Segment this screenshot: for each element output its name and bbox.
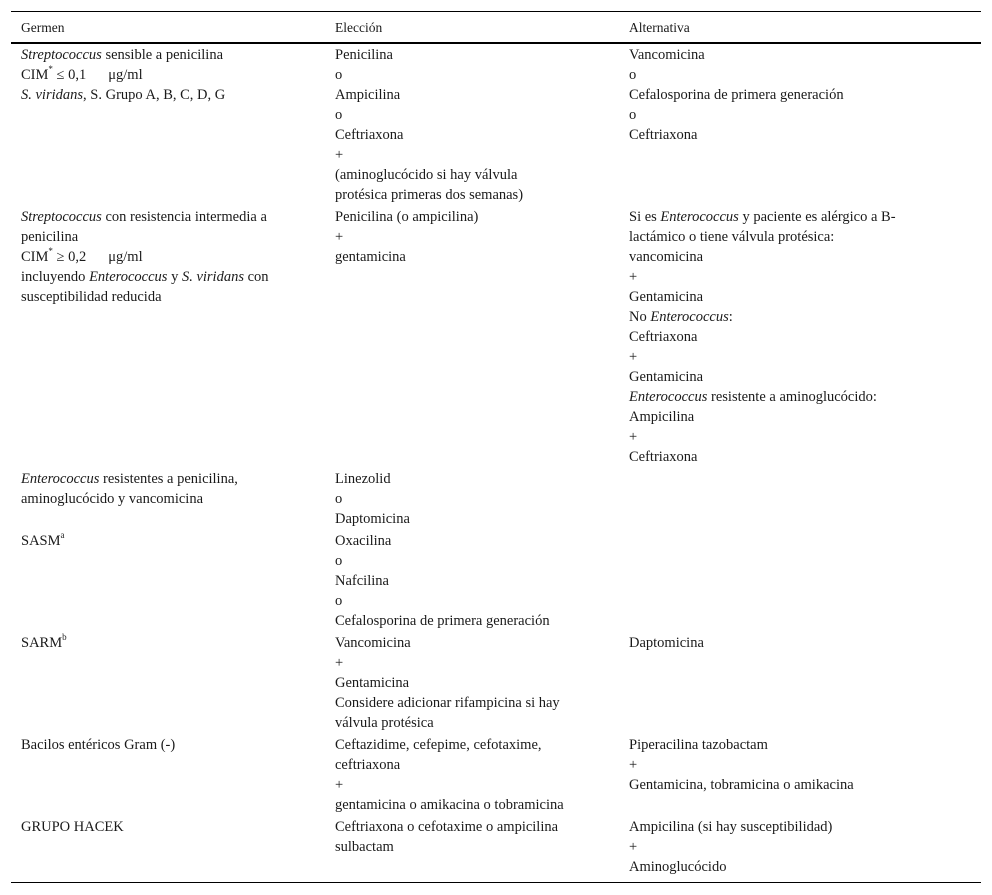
cell-germen: GRUPO HACEK <box>21 819 124 835</box>
table-top-rule <box>11 11 981 12</box>
cell-germen: SARM$^b$ <box>21 632 67 651</box>
header-germen: Germen <box>21 20 65 35</box>
cell-alternativa: Ampicilina (si hay susceptibilidad) + Aminoglucócido <box>629 819 833 875</box>
cell-eleccion: Linezolid o Daptomicina <box>335 471 410 527</box>
header-alternativa: Alternativa <box>629 20 690 35</box>
cell-eleccion: Ceftazidime, cefepime, cefotaxime, ceftriaxona + gentamicina o amikacina o tobramicina <box>335 737 564 813</box>
cell-eleccion: Oxacilina o Nafcilina o Cefalosporina de primera generación <box>335 533 550 629</box>
cell-germen: Enterococcus resistentes a penicilina, aminoglucócido y vancomicina <box>21 471 238 507</box>
cell-germen: Streptococcus con resistencia intermedia a penicilina CIM* ≥ 0,2 μg/ml incluyendo Enterococcus y S. viridans con susceptibilidad reducida <box>21 209 269 305</box>
cell-germen: Streptococcus sensible a penicilina CIM* ≤ 0,1 μg/ml S. viridans, S. Grupo A, B, C, D, G <box>21 47 226 103</box>
cell-alternativa: Daptomicina <box>629 635 704 651</box>
table-header-rule <box>11 42 981 44</box>
cell-alternativa: Vancomicina o Cefalosporina de primera generación o Ceftriaxona <box>629 47 844 143</box>
cell-eleccion: Penicilina o Ampicilina o Ceftriaxona + (aminoglucócido si hay válvula protésica primeras dos semanas) <box>335 47 524 203</box>
cell-germen: SASM$^a$ <box>21 530 65 549</box>
cell-eleccion: Ceftriaxona o cefotaxime o ampicilina sulbactam <box>335 819 559 855</box>
cell-germen: Bacilos entéricos Gram (-) <box>21 737 176 753</box>
cell-eleccion: Vancomicina + Gentamicina Considere adicionar rifampicina si hay válvula protésica <box>335 635 560 731</box>
table-bottom-rule <box>11 882 981 883</box>
header-eleccion: Elección <box>335 20 383 35</box>
cell-alternativa: Piperacilina tazobactam + Gentamicina, tobramicina o amikacina <box>629 737 854 793</box>
cell-eleccion: Penicilina (o ampicilina) + gentamicina <box>335 209 479 265</box>
cell-alternativa: Si es Enterococcus y paciente es alérgico a B- lactámico o tiene válvula protésica: vancomicina + Gentamicina No Enterococcus: Ceftriaxona + Gentamicina Enterococcus resistente a aminoglucócido: Ampicilina + Ceftriaxona <box>629 209 896 465</box>
